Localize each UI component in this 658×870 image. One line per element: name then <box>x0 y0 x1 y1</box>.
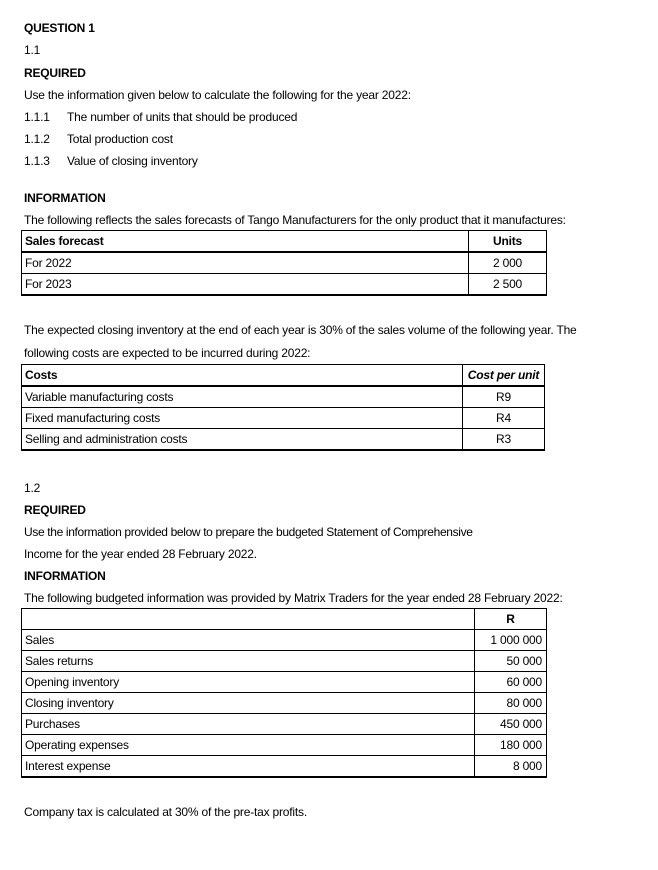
list-item <box>24 154 198 168</box>
table-cell: Selling and administration costs <box>22 429 463 451</box>
table-cell: Operating expenses <box>22 735 475 756</box>
item-number: 1.1.3 <box>24 154 50 168</box>
table-cell: R9 <box>463 386 545 408</box>
table-row <box>22 651 547 672</box>
table-row <box>22 756 547 778</box>
table-header-cell <box>22 609 475 630</box>
table-cell: R4 <box>463 408 545 429</box>
section-number: 1.1 <box>24 43 41 57</box>
item-text: Total production cost <box>67 132 173 146</box>
table-cell: 180 000 <box>475 735 547 756</box>
table-row <box>22 429 545 451</box>
list-item <box>24 132 173 146</box>
table-cell: 2 000 <box>469 252 547 274</box>
table-row <box>22 630 547 651</box>
table-header-cell: Units <box>469 231 547 253</box>
table-cell: 8 000 <box>475 756 547 778</box>
table-header-cell: Costs <box>22 365 463 387</box>
item-number: 1.1.1 <box>24 110 50 124</box>
table-header-cell: R <box>475 609 547 630</box>
closing-inventory-text-2: following costs are expected to be incurred during 2022: <box>24 346 311 360</box>
item-text: Value of closing inventory <box>67 154 198 168</box>
costs-table <box>21 364 545 451</box>
table-row <box>22 274 547 296</box>
table-cell: Purchases <box>22 714 475 735</box>
table-cell: 80 000 <box>475 693 547 714</box>
table-row <box>22 714 547 735</box>
table-header-cell: Sales forecast <box>22 231 469 253</box>
information-heading: INFORMATION <box>24 569 106 583</box>
budget-table <box>21 608 547 778</box>
table-cell: Variable manufacturing costs <box>22 386 463 408</box>
information-heading: INFORMATION <box>24 191 106 205</box>
table-cell: Closing inventory <box>22 693 475 714</box>
required-text: Use the information provided below to prepare the budgeted Statement of Comprehensive <box>24 525 473 539</box>
table-cell: 60 000 <box>475 672 547 693</box>
sales-forecast-table <box>21 230 547 296</box>
closing-inventory-text: The expected closing inventory at the end of each year is 30% of the sales volume of the following year. The <box>24 323 577 337</box>
table-header-row <box>22 231 547 253</box>
table-row <box>22 672 547 693</box>
table-cell: Opening inventory <box>22 672 475 693</box>
item-text: The number of units that should be produced <box>67 110 298 124</box>
table-cell: 450 000 <box>475 714 547 735</box>
required-heading: REQUIRED <box>24 66 86 80</box>
required-heading: REQUIRED <box>24 503 86 517</box>
table-cell: Sales returns <box>22 651 475 672</box>
table-cell: For 2023 <box>22 274 469 296</box>
table-cell: For 2022 <box>22 252 469 274</box>
table-row <box>22 693 547 714</box>
table-row <box>22 386 545 408</box>
question-title: QUESTION 1 <box>24 21 95 35</box>
information-text: The following budgeted information was provided by Matrix Traders for the year ended 28 February 2022: <box>24 591 563 605</box>
table-cell: Interest expense <box>22 756 475 778</box>
information-text: The following reflects the sales forecasts of Tango Manufacturers for the only product that it manufactures: <box>24 213 566 227</box>
table-cell: Fixed manufacturing costs <box>22 408 463 429</box>
table-row <box>22 252 547 274</box>
table-cell: R3 <box>463 429 545 451</box>
table-row <box>22 408 545 429</box>
table-cell: Sales <box>22 630 475 651</box>
table-cell: 50 000 <box>475 651 547 672</box>
table-header-row <box>22 609 547 630</box>
section-number: 1.2 <box>24 481 41 495</box>
table-row <box>22 735 547 756</box>
list-item <box>24 110 297 124</box>
required-text-2: Income for the year ended 28 February 2022. <box>24 547 257 561</box>
table-header-row <box>22 365 545 387</box>
table-cell: 1 000 000 <box>475 630 547 651</box>
table-cell: 2 500 <box>469 274 547 296</box>
table-header-cell: Cost per unit <box>463 365 545 387</box>
item-number: 1.1.2 <box>24 132 50 146</box>
required-intro: Use the information given below to calculate the following for the year 2022: <box>24 88 411 102</box>
tax-note: Company tax is calculated at 30% of the pre-tax profits. <box>24 805 307 819</box>
